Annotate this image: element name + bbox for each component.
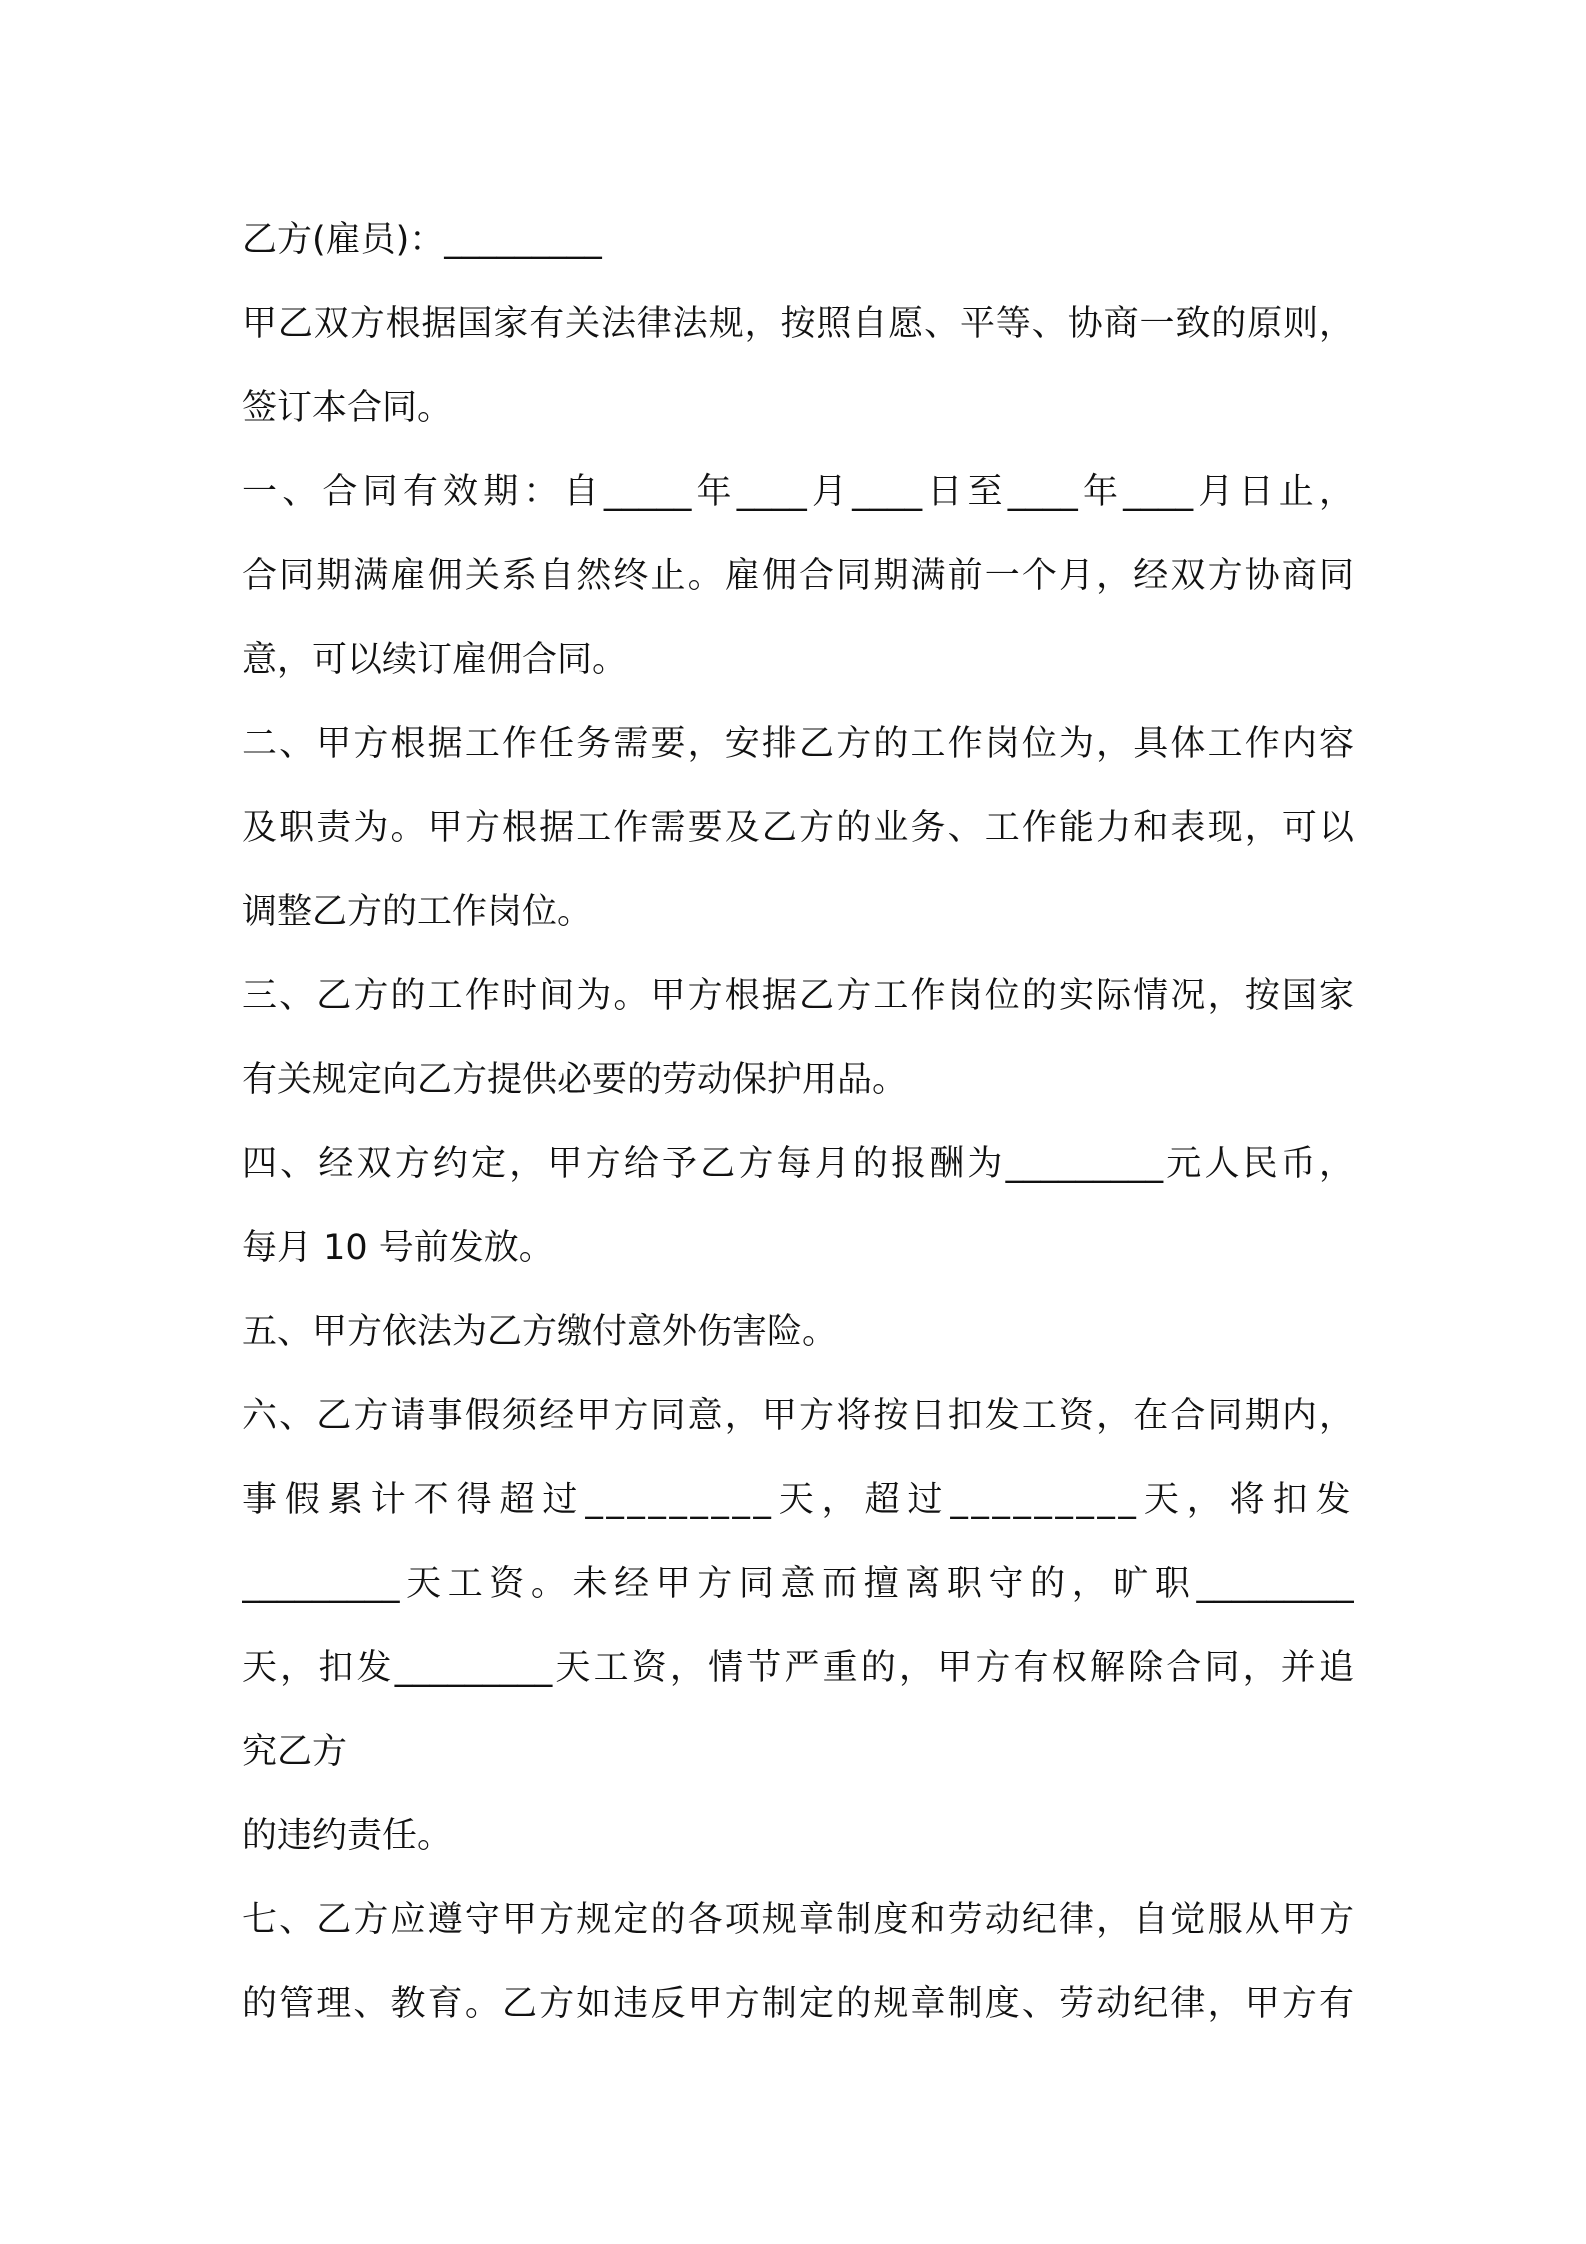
clause-4-line-2: 每月 10 号前发放。 (242, 1228, 554, 1268)
preamble-line-1: 甲乙双方根据国家有关法律法规，按照自愿、平等、协商一致的原则， (242, 304, 1354, 344)
employee-party-line: 乙方(雇员)：_________ (242, 220, 602, 260)
clause-6-line-1: 六、乙方请事假须经甲方同意，甲方将按日扣发工资，在合同期内， (242, 1396, 1354, 1436)
clause-3-line-2: 有关规定向乙方提供必要的劳动保护用品。 (242, 1060, 908, 1100)
clause-6-line-5: 究乙方 (242, 1732, 348, 1772)
clause-7-line-2: 的管理、教育。乙方如违反甲方制定的规章制度、劳动纪律，甲方有 (242, 1984, 1354, 2024)
contract-body (242, 198, 1354, 2046)
clause-2-line-3: 调整乙方的工作岗位。 (242, 892, 593, 932)
clause-4-line-1: 四、经双方约定，甲方给予乙方每月的报酬为_________元人民币， (242, 1144, 1354, 1184)
clause-6-line-4: 天，扣发_________天工资，情节严重的，甲方有权解除合同，并追 (242, 1648, 1354, 1688)
clause-2-line-2: 及职责为。甲方根据工作需要及乙方的业务、工作能力和表现，可以 (242, 808, 1354, 848)
clause-1-line-2: 合同期满雇佣关系自然终止。雇佣合同期满前一个月，经双方协商同 (242, 556, 1354, 596)
preamble-line-2: 签订本合同。 (242, 388, 453, 428)
clause-5-line-1: 五、甲方依法为乙方缴付意外伤害险。 (242, 1312, 838, 1352)
clause-1-line-3: 意，可以续订雇佣合同。 (242, 640, 628, 680)
clause-2-line-1: 二、甲方根据工作任务需要，安排乙方的工作岗位为，具体工作内容 (242, 724, 1354, 764)
clause-3-line-1: 三、乙方的工作时间为。甲方根据乙方工作岗位的实际情况，按国家 (242, 976, 1354, 1016)
clause-6-line-6: 的违约责任。 (242, 1816, 453, 1856)
clause-1-line-1: 一、合同有效期：自_____年____月____日至____年____月日止， (242, 472, 1354, 512)
clause-6-line-2: 事假累计不得超过_________天，超过_________天，将扣发 (242, 1480, 1354, 1520)
clause-6-line-3: _________天工资。未经甲方同意而擅离职守的，旷职_________ (242, 1564, 1354, 1604)
clause-7-line-1: 七、乙方应遵守甲方规定的各项规章制度和劳动纪律，自觉服从甲方 (242, 1900, 1354, 1940)
